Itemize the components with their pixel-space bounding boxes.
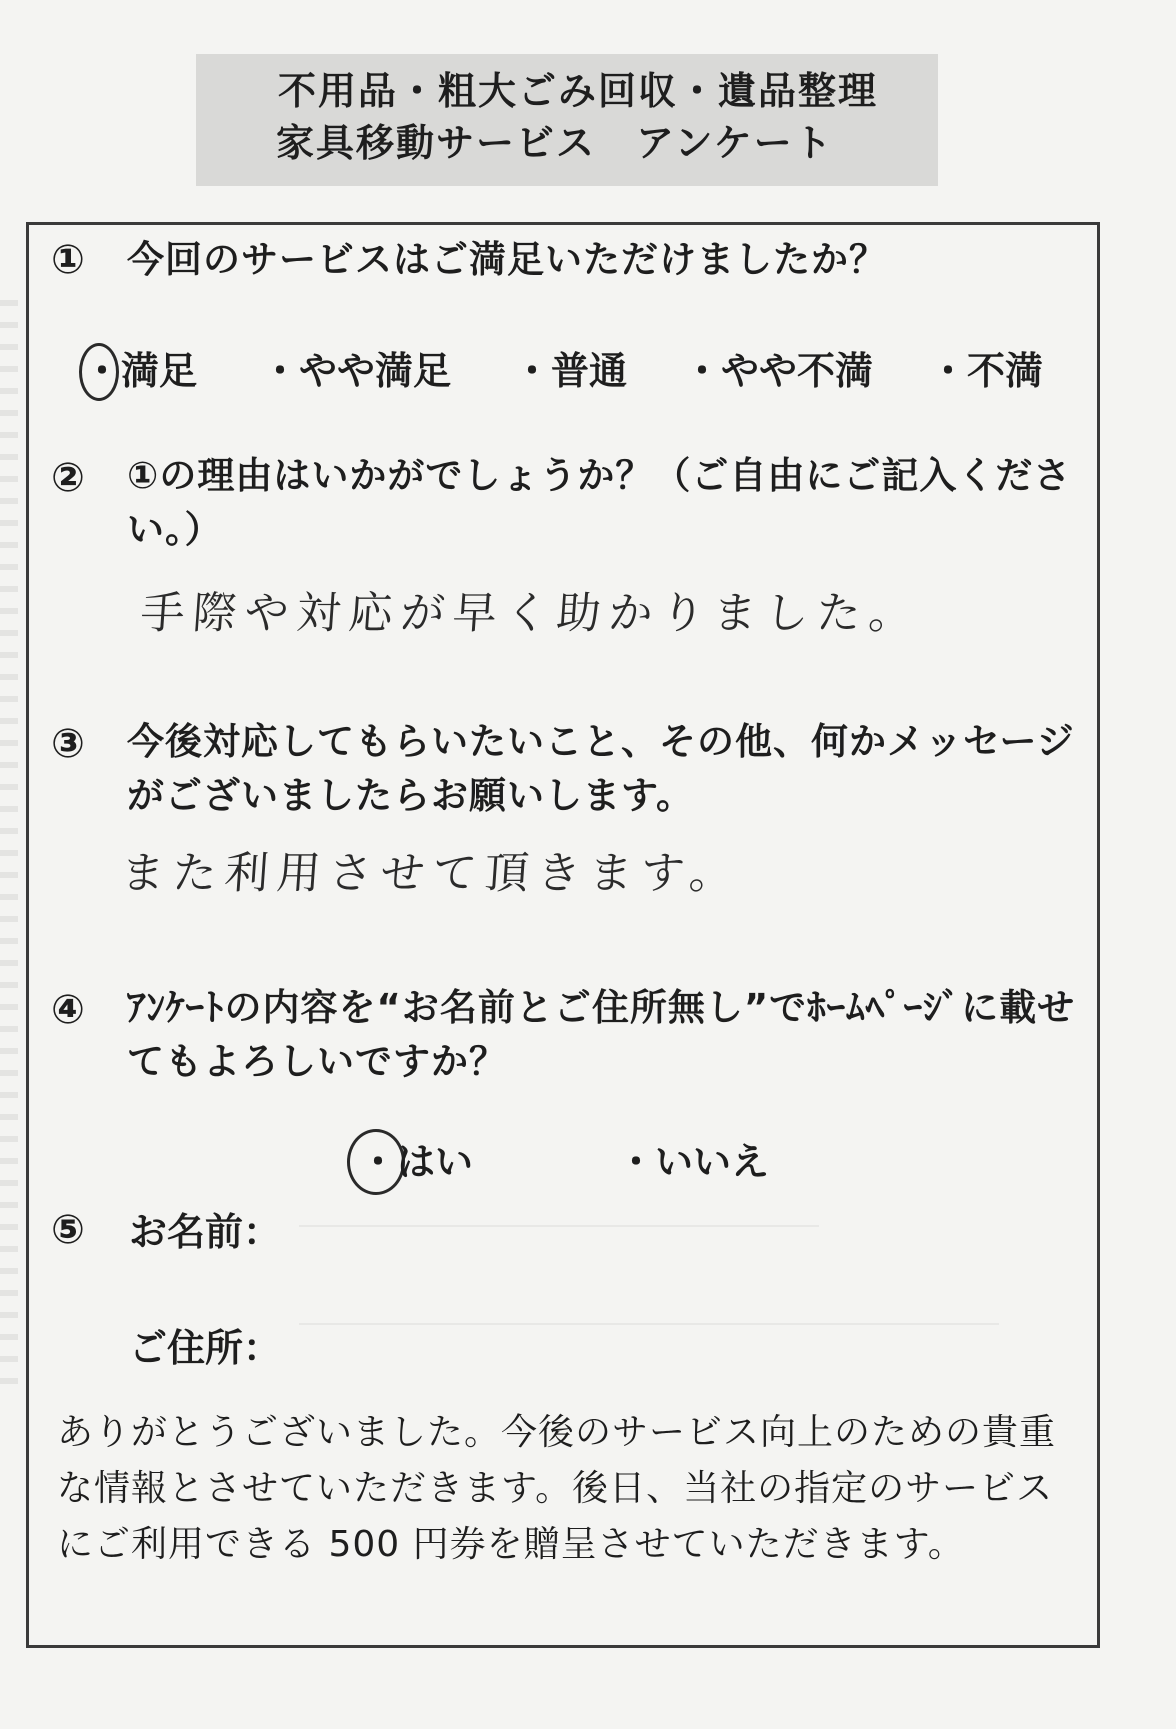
q1-option-somewhat-dissatisfied[interactable]: ・やや不満	[683, 349, 874, 393]
address-field[interactable]	[299, 1323, 999, 1325]
q2-handwritten-answer: 手際や対応が早く助かりました。	[138, 588, 923, 639]
q4-number: ④	[51, 987, 85, 1033]
q4-option-yes[interactable]: ・はい	[359, 1140, 474, 1184]
q1-option-satisfied[interactable]: ・満足	[83, 349, 198, 393]
q1-option-somewhat-satisfied[interactable]: ・やや満足	[261, 349, 452, 393]
q5-number: ⑤	[51, 1207, 85, 1253]
q1-option-dissatisfied[interactable]: ・不満	[929, 349, 1044, 393]
address-label: ご住所：	[129, 1326, 282, 1370]
q1-question: 今回のサービスはご満足いただけましたか？	[127, 238, 887, 281]
q3-handwritten-answer: また利用させて頂きます。	[118, 848, 743, 899]
q3-number: ③	[51, 721, 85, 767]
name-field[interactable]	[299, 1225, 819, 1227]
q1-number: ①	[51, 237, 85, 283]
q4-option-no[interactable]: ・いいえ	[617, 1140, 770, 1184]
q2-number: ②	[51, 455, 85, 501]
q2-question: ①の理由はいかがでしょうか？（ご自由にご記入ください。）	[127, 454, 1072, 551]
q4-question: ｱﾝｹｰﾄの内容を“お名前とご住所無し”でﾎｰﾑﾍﾟｰｼﾞに載せてもよろしいですか？	[127, 986, 1076, 1083]
survey-form	[26, 222, 1100, 1648]
name-label: お名前：	[129, 1210, 282, 1254]
q3-question: 今後対応してもらいたいこと、その他、何かメッセージがございましたらお願いします。	[127, 720, 1075, 817]
title-line-1: 不用品・粗大ごみ回収・遺品整理	[278, 69, 879, 113]
closing-message: ありがとうございました。今後のサービス向上のための貴重な情報とさせていただきます。後日、当社の指定のサービスにご利用できる 500 円券を贈呈させていただきます。	[57, 1412, 1057, 1565]
q1-option-neutral[interactable]: ・普通	[513, 349, 628, 393]
survey-title-box	[196, 54, 938, 186]
left-edge-smudge	[0, 300, 18, 1400]
title-line-2: 家具移動サービス アンケート	[276, 121, 834, 165]
